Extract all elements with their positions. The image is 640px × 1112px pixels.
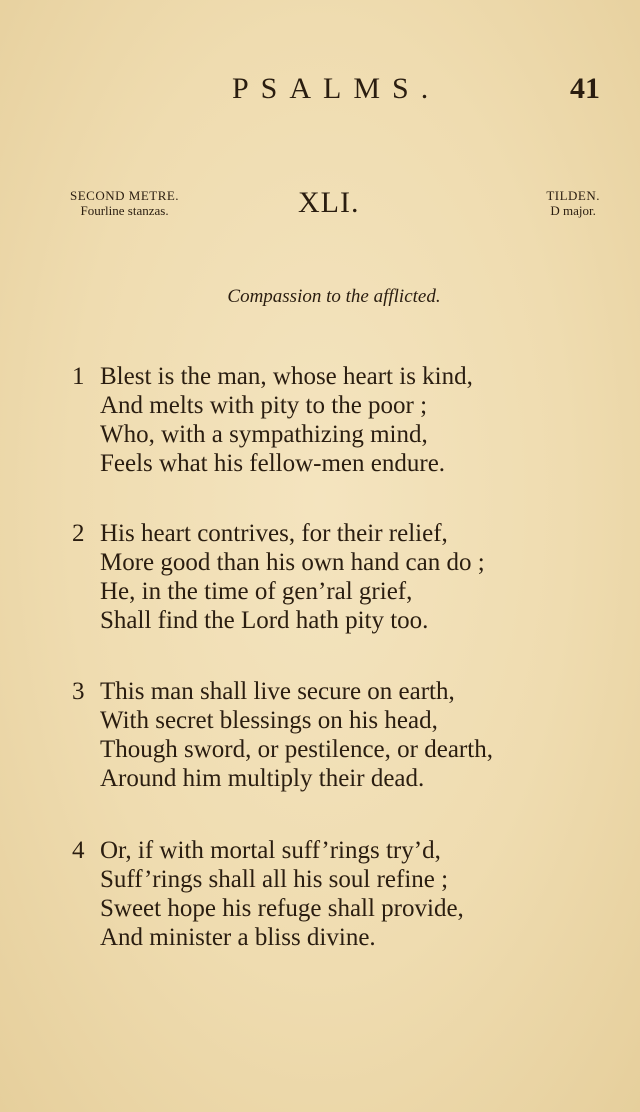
stanza-line: Shall find the Lord hath pity too.: [100, 607, 429, 634]
stanza-line: Or, if with mortal suff’rings try’d,: [100, 837, 441, 864]
tune-name: TILDEN.: [546, 188, 600, 203]
stanza-line: Feels what his fellow-men endure.: [100, 450, 446, 477]
psalm-header: [0, 188, 640, 228]
stanza-number: 1: [72, 363, 85, 390]
stanza-number: 2: [72, 520, 85, 547]
stanza-lines: [100, 836, 464, 952]
page-number: 41: [570, 72, 600, 105]
metre-note: Fourline stanzas.: [80, 203, 169, 218]
stanza-number: 3: [72, 678, 85, 705]
stanza-line: Sweet hope his refuge shall provide,: [100, 895, 464, 922]
tune-info: [546, 188, 600, 218]
stanza-line: And minister a bliss divine.: [100, 924, 376, 951]
metre-info: [70, 188, 179, 218]
stanza-line: And melts with pity to the poor ;: [100, 392, 428, 419]
psalm-subtitle: Compassion to the afflicted.: [227, 286, 441, 307]
psalm-number: XLI.: [298, 186, 360, 219]
stanza-line: This man shall live secure on earth,: [100, 678, 455, 705]
stanza-line: Around him multiply their dead.: [100, 765, 425, 792]
stanza-line: Blest is the man, whose heart is kind,: [100, 363, 473, 390]
stanza-line: He, in the time of gen’ral grief,: [100, 578, 413, 605]
running-title: PSALMS.: [232, 72, 441, 105]
metre-label: SECOND METRE.: [70, 188, 180, 203]
stanza-number: 4: [72, 837, 85, 864]
stanza-line: His heart contrives, for their relief,: [100, 520, 448, 547]
stanza-line: Who, with a sympathizing mind,: [100, 421, 428, 448]
stanza-lines: [100, 362, 473, 478]
stanza-line: Though sword, or pestilence, or dearth,: [100, 736, 493, 763]
stanza-line: Suff’rings shall all his soul refine ;: [100, 866, 449, 893]
stanza-lines: [100, 677, 493, 793]
stanza-line: With secret blessings on his head,: [100, 707, 438, 734]
running-head: [0, 72, 640, 112]
stanza-line: More good than his own hand can do ;: [100, 549, 485, 576]
stanza-lines: [100, 519, 485, 635]
tune-key: D major.: [550, 203, 596, 218]
